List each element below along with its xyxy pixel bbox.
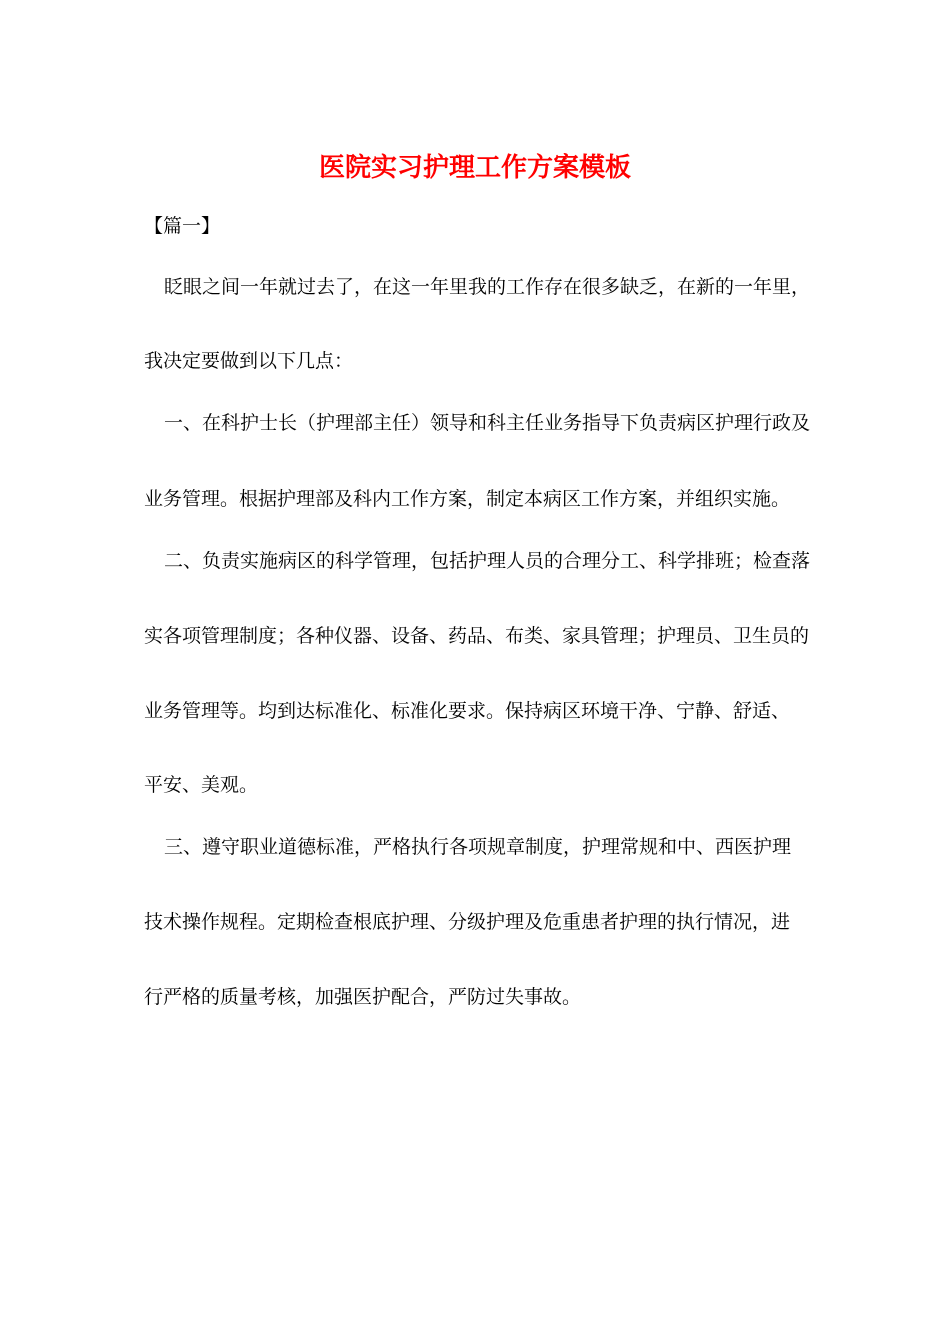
paragraph-line: 我决定要做到以下几点： (144, 350, 354, 372)
paragraph-line: 平安、美观。 (144, 774, 259, 796)
paragraph-line: 眨眼之间一年就过去了，在这一年里我的工作存在很多缺乏，在新的一年里， (164, 276, 811, 298)
paragraph-line: 行严格的质量考核，加强医护配合，严防过失事故。 (144, 986, 582, 1008)
paragraph-line: 二、负责实施病区的科学管理，包括护理人员的合理分工、科学排班；检查落 (164, 550, 811, 572)
paragraph-line: 业务管理。根据护理部及科内工作方案，制定本病区工作方案，并组织实施。 (144, 488, 791, 510)
paragraph-line: 技术操作规程。定期检查根底护理、分级护理及危重患者护理的执行情况，进 (144, 911, 791, 933)
document-title: 医院实习护理工作方案模板 (318, 153, 631, 183)
paragraph-line: 实各项管理制度；各种仪器、设备、药品、布类、家具管理；护理员、卫生员的 (144, 625, 810, 647)
paragraph-line: 三、遵守职业道德标准，严格执行各项规章制度，护理常规和中、西医护理 (164, 836, 792, 858)
section-label: 【篇一】 (144, 215, 221, 237)
paragraph-line: 业务管理等。均到达标准化、标准化要求。保持病区环境干净、宁静、舒适、 (144, 700, 791, 722)
paragraph-line: 一、在科护士长（护理部主任）领导和科主任业务指导下负责病区护理行政及 (164, 412, 811, 434)
